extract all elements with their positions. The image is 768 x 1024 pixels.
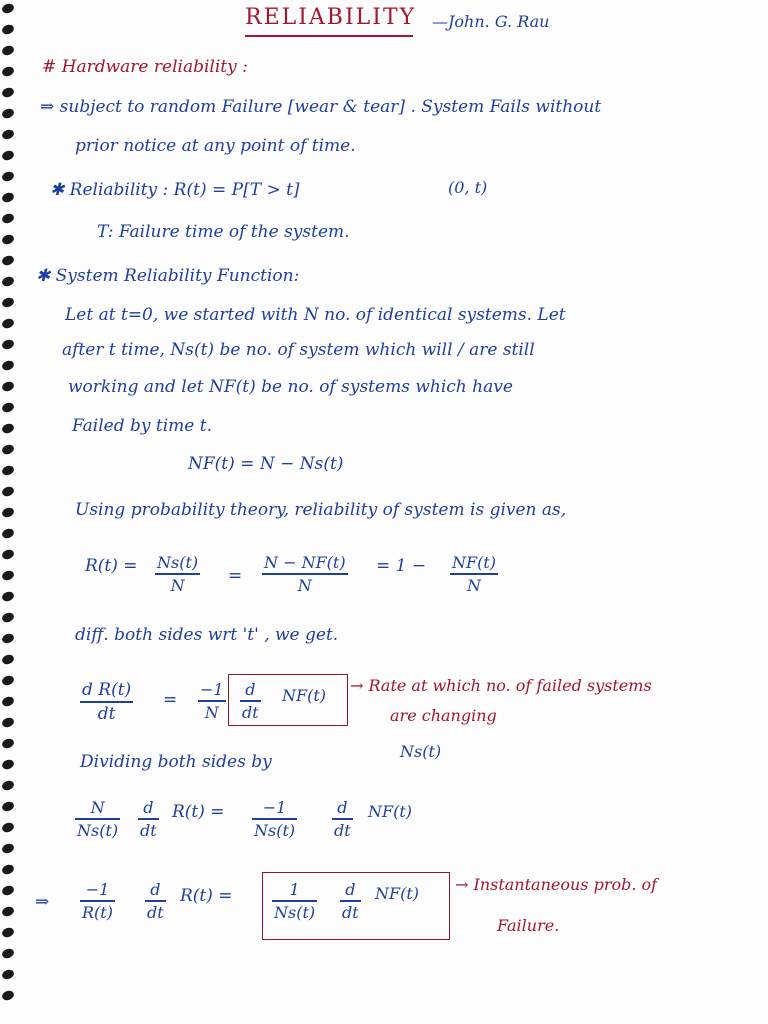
minus-one-over-r: −1 R(t) <box>82 880 113 922</box>
spiral-hole <box>1 2 15 15</box>
spiral-hole <box>1 212 15 225</box>
system-paragraph-2: after t time, Ns(t) be no. of system which will / are still <box>62 340 535 360</box>
spiral-hole <box>1 968 15 981</box>
one-over-ns: 1 Ns(t) <box>274 880 316 922</box>
r-term-equals-2: R(t) = <box>180 886 233 906</box>
spiral-hole <box>1 632 15 645</box>
fraction-ns-over-n: Ns(t) N <box>157 553 199 595</box>
fraction-nf-over-n: NF(t) N <box>452 553 497 595</box>
spiral-hole <box>1 170 15 183</box>
spiral-hole <box>1 779 15 792</box>
spiral-hole <box>1 758 15 771</box>
spiral-hole <box>1 737 15 750</box>
system-heading: ✱ System Reliability Function: <box>36 266 300 286</box>
spiral-hole <box>1 233 15 246</box>
system-paragraph-4: Failed by time t. <box>72 416 212 436</box>
spiral-hole <box>1 23 15 36</box>
implies-arrow: ⇒ <box>35 892 50 912</box>
reliability-definition: ✱ Reliability : R(t) = P[T > t] <box>50 180 300 200</box>
system-paragraph-3: working and let NF(t) be no. of systems which have <box>68 377 513 397</box>
spiral-hole <box>1 842 15 855</box>
system-paragraph-1: Let at t=0, we started with N no. of identical systems. Let <box>65 305 566 325</box>
hardware-line-1: ⇒ subject to random Failure [wear & tear] . System Fails without <box>40 97 602 117</box>
spiral-hole <box>1 590 15 603</box>
title-underline <box>245 35 413 37</box>
r-term-equals: R(t) = <box>172 802 225 822</box>
spiral-hole <box>1 800 15 813</box>
spiral-hole <box>1 569 15 582</box>
differentiate-statement: diff. both sides wrt 't' , we get. <box>75 625 339 645</box>
d-over-dt-5: d dt <box>342 880 359 922</box>
hardware-heading: # Hardware reliability : <box>42 57 248 77</box>
spiral-hole <box>1 275 15 288</box>
reliability-lhs: R(t) = <box>85 556 138 576</box>
instantaneous-note-line-1: → Instantaneous prob. of <box>455 875 658 894</box>
nf-term-3: NF(t) <box>375 884 420 903</box>
n-over-ns: N Ns(t) <box>77 798 119 840</box>
derivative-r: d R(t) dt <box>82 680 132 724</box>
equals-sign: = <box>228 566 243 586</box>
spiral-hole <box>1 716 15 729</box>
d-over-dt-4: d dt <box>147 880 164 922</box>
spiral-hole <box>1 254 15 267</box>
spiral-hole <box>1 443 15 456</box>
spiral-hole <box>1 149 15 162</box>
spiral-hole <box>1 989 15 1002</box>
failed-count-equation: NF(t) = N − Ns(t) <box>188 454 344 474</box>
spiral-hole <box>1 485 15 498</box>
spiral-hole <box>1 674 15 687</box>
minus-one-over-ns: −1 Ns(t) <box>254 798 296 840</box>
dividing-ns: Ns(t) <box>400 742 442 761</box>
equals-sign-2: = <box>163 690 178 710</box>
probability-statement: Using probability theory, reliability of system is given as, <box>75 500 567 520</box>
time-interval: (0, t) <box>448 178 488 197</box>
spiral-hole <box>1 107 15 120</box>
spiral-hole <box>1 653 15 666</box>
spiral-hole <box>1 128 15 141</box>
spiral-hole <box>1 611 15 624</box>
fraction-n-minus-nf-over-n: N − NF(t) N <box>264 553 346 595</box>
spiral-hole <box>1 317 15 330</box>
author: —John. G. Rau <box>432 12 550 31</box>
spiral-hole <box>1 401 15 414</box>
coefficient-minus-one-over-n: −1 N <box>200 680 224 722</box>
spiral-hole <box>1 926 15 939</box>
nf-term: NF(t) <box>282 686 327 705</box>
spiral-hole <box>1 296 15 309</box>
spiral-hole <box>1 548 15 561</box>
spiral-hole <box>1 422 15 435</box>
dividing-statement: Dividing both sides by <box>80 752 272 772</box>
spiral-hole <box>1 86 15 99</box>
page-title: RELIABILITY <box>245 5 417 30</box>
hardware-line-2: prior notice at any point of time. <box>75 136 356 156</box>
failure-time-definition: T: Failure time of the system. <box>97 222 350 242</box>
spiral-hole <box>1 884 15 897</box>
spiral-hole <box>1 380 15 393</box>
spiral-hole <box>1 191 15 204</box>
spiral-hole <box>1 65 15 78</box>
spiral-hole <box>1 527 15 540</box>
one-minus: = 1 − <box>376 556 427 576</box>
spiral-hole <box>1 947 15 960</box>
spiral-hole <box>1 905 15 918</box>
rate-note-line-2: are changing <box>390 706 497 725</box>
nf-term-2: NF(t) <box>368 802 413 821</box>
spiral-binding <box>0 0 22 1024</box>
spiral-hole <box>1 863 15 876</box>
spiral-hole <box>1 821 15 834</box>
instantaneous-note-line-2: Failure. <box>497 916 560 935</box>
spiral-hole <box>1 464 15 477</box>
spiral-hole <box>1 695 15 708</box>
spiral-hole <box>1 359 15 372</box>
d-over-dt-2: d dt <box>140 798 157 840</box>
spiral-hole <box>1 338 15 351</box>
spiral-hole <box>1 506 15 519</box>
spiral-hole <box>1 44 15 57</box>
d-over-dt: d dt <box>242 680 259 722</box>
d-over-dt-3: d dt <box>334 798 351 840</box>
rate-note-line-1: → Rate at which no. of failed systems <box>350 676 652 695</box>
